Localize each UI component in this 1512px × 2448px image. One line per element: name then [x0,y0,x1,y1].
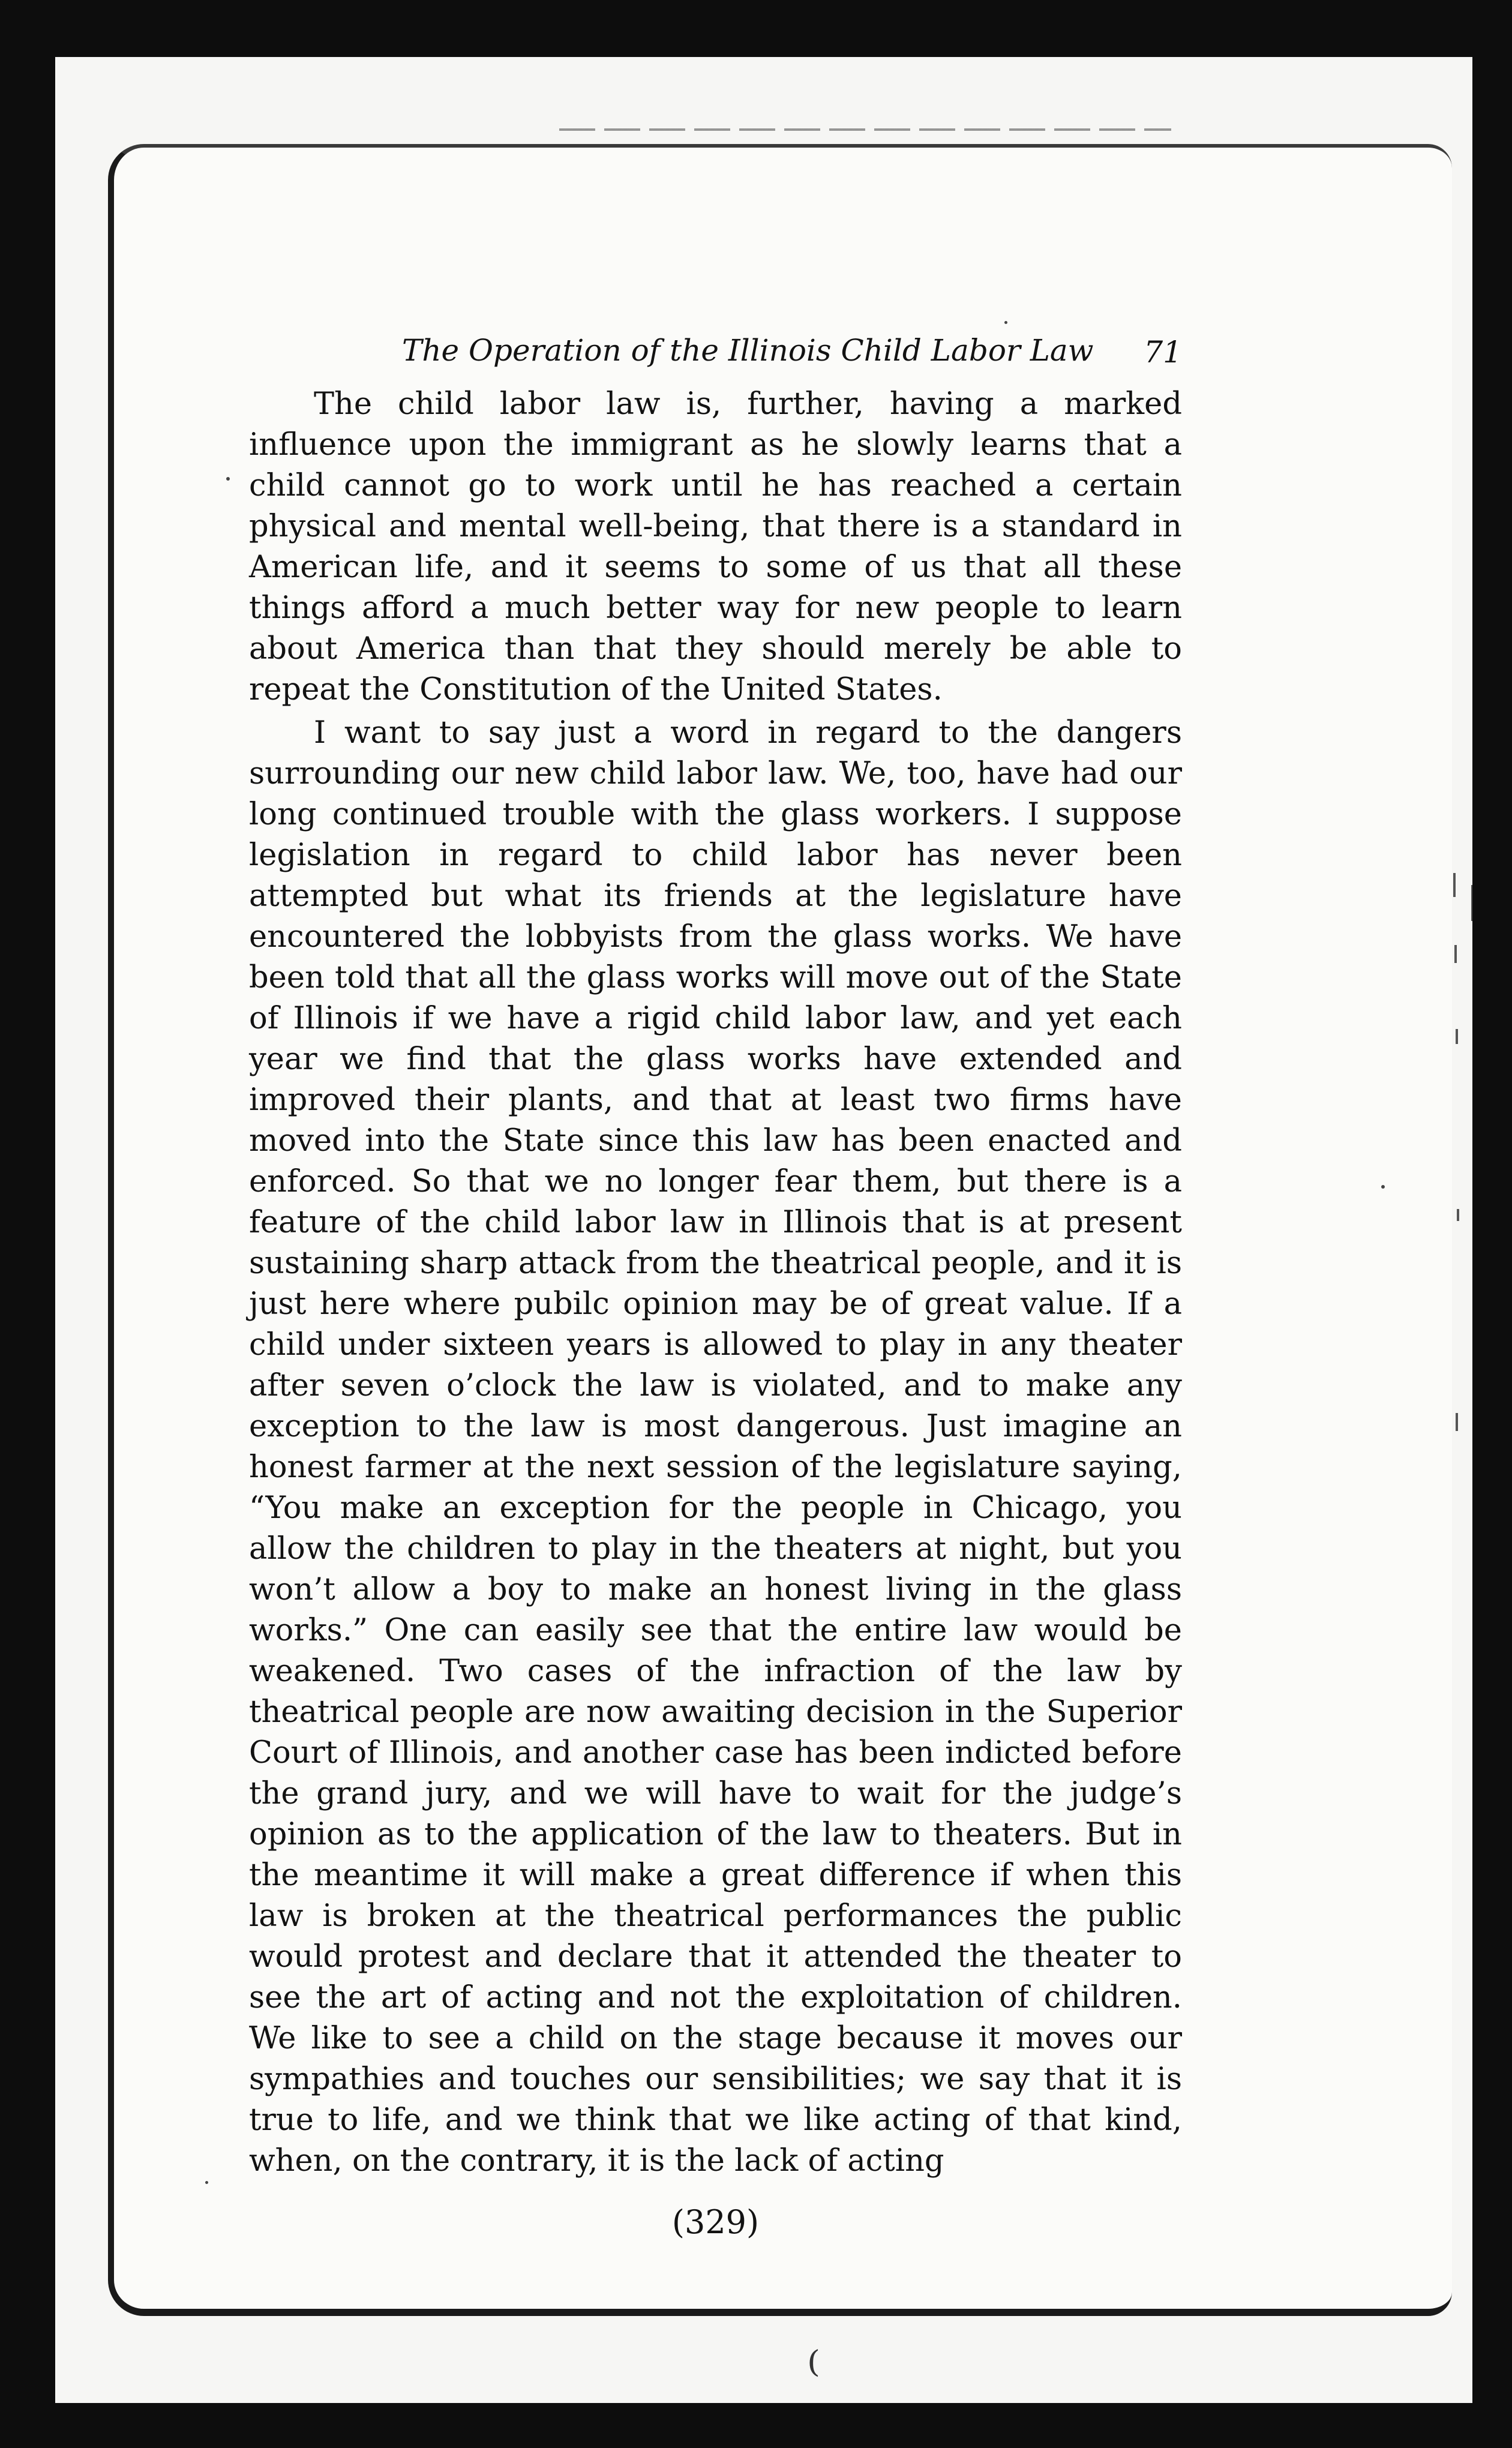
scan-speck [226,477,230,481]
page-number: (329) [671,2203,760,2241]
running-head-title: The Operation of the Illinois Child Labor Law [402,333,1094,368]
scan-speck [1381,1185,1385,1189]
running-head [249,330,1182,384]
page-text [249,330,1182,2240]
top-edge-artifact [559,128,1171,131]
paragraph-2: I want to say just a word in regard to the dangers surrounding our new child labor law. We, too, have had our long continued trouble with the glass workers. I suppose legislation in regard to child labor has never been attempted but what its friends at the legislature have encountered the lobbyists from the glass works. We have been told that all the glass works will move out of the State of Illinois if we have a rigid child labor law, and yet each year we find that the glass works have extended and improved their plants, and that at least two firms have moved into the State since this law has been enacted and enforced. So that we no longer fear them, but there is a feature of the child labor law in Illinois that is at present sustaining sharp attack from the theatrical people, and it is just here where pubilc opinion may be of great value. If a child under sixteen years is allowed to play in any theater after seven o’clock the law is violated, and to make any exception to the law is most dangerous. Just imagine an honest farmer at the next session of the legislature saying, “You make an exception for the people in Chicago, you allow the children to play in the theaters at night, but you won’t allow a boy to make an honest living in the glass works.” One can easily see that the entire law would be weakened. Two cases of the infraction of the law by theatrical people are now awaiting decision in the Superior Court of Illinois, and another case has been indicted before the grand jury, and we will have to wait for the judge’s opinion as to the application of the law to theaters. But in the meantime it will make a great difference if when this law is broken at the theatrical performances the public would protest and declare that it attended the theater to see the art of acting and not the exploitation of children. We like to see a child on the stage because it moves our sympathies and touches our sensibilities; we say that it is true to life, and we think that we like acting of that kind, when, on the contrary, it is the lack of acting [249,715,1182,2179]
scan-speck [1004,321,1007,324]
scan-speck [205,2181,208,2184]
bottom-scan-artifact: ⁽ [807,2340,821,2403]
folio-number: 71 [1144,335,1182,370]
paragraph-1: The child labor law is, further, having a marked influence upon the immigrant as he slowly learns that a child cannot go to work until he has reached a certain physical and mental well-being, that there is a standard in American life, and it seems to some of us that all these things afford a much better way for new people to learn about America than that they should merely be able to repeat the Constitution of the United States. [249,386,1182,707]
margin-scan-marks [1447,873,1472,1593]
